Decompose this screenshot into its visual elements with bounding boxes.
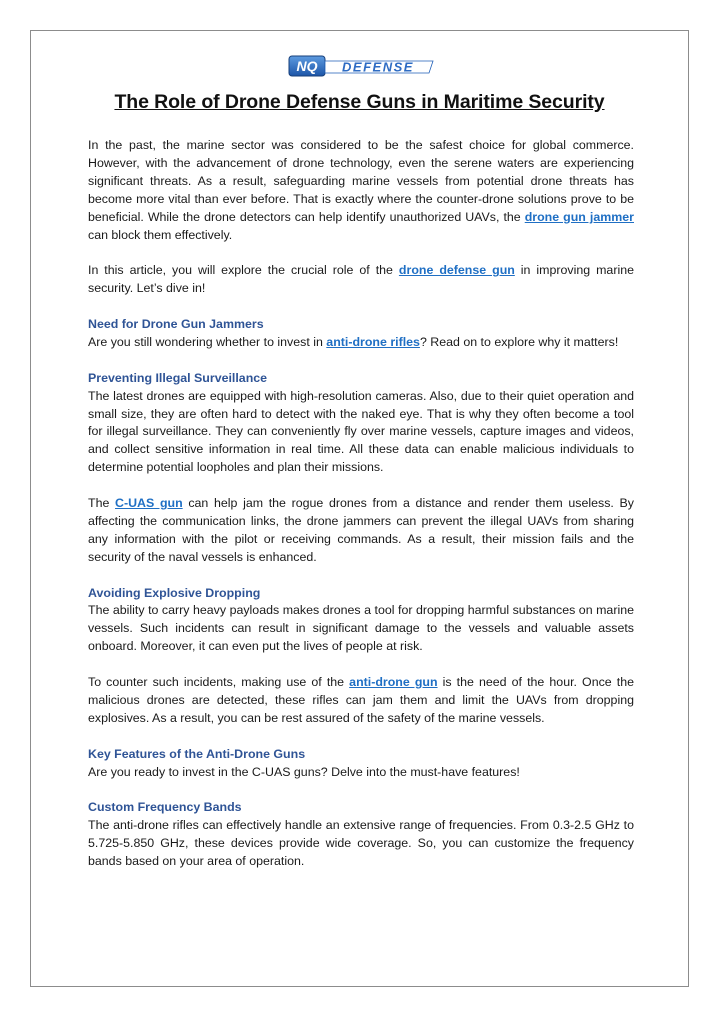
c-uas-gun-link[interactable]: C-UAS gun: [115, 496, 183, 511]
intro-paragraph: In the past, the marine sector was considered to be the safest choice for global commerce. However, with the advancement of drone technology, even the serene waters are experiencing significant threats. As a result, safeguarding marine vessels from potential drone threats has become more vital than ever before. That is exactly where the counter-drone solutions prove to be beneficial. While the drone detectors can help identify unauthorized UAVs, the drone gun jammer can block them effectively.: [88, 138, 634, 242]
section-heading: Avoiding Explosive Dropping: [88, 585, 261, 600]
article-scope-paragraph: In this article, you will explore the crucial role of the drone defense gun in improving marine security. Let’s dive in!: [88, 263, 634, 296]
section-heading: Preventing Illegal Surveillance: [88, 370, 268, 385]
counter-paragraph: To counter such incidents, making use of the anti-drone gun is the need of the hour. Once the malicious drones are detected, these rifles can jam them and limit the UAVs from dropping explosives. As a result, you can be rest assured of the safety of the marine vessels.: [88, 675, 634, 725]
page-title: The Role of Drone Defense Guns in Maritime Security: [114, 91, 605, 113]
nq-defense-logo: [287, 53, 435, 79]
section-body: The ability to carry heavy payloads makes drones a tool for dropping harmful substances on marine vessels. Such incidents can result in significant damage to the vessels and valuable assets onboard. Moreover, it can even put the lives of people at risk.: [88, 603, 634, 654]
section-body: The anti-drone rifles can effectively handle an extensive range of frequencies. From 0.3-2.5 GHz to 5.725-5.850 GHz, these devices provide wide coverage. So, you can customize the frequency bands based on your area of operation.: [88, 818, 634, 869]
section-body: The latest drones are equipped with high-resolution cameras. Also, due to their quiet operation and small size, they are often hard to detect with the naked eye. That is why they often become a tool for illegal surveillance. They can conveniently fly over marine vessels, capture images and videos, and collect sensitive information in real time. All these data can enable malicious individuals to determine potential loopholes and plan their missions.: [88, 388, 634, 475]
logo-word-text: DEFENSE: [342, 59, 414, 75]
explosive-section: [88, 585, 634, 657]
document-page: [30, 30, 689, 987]
key-features-section: [88, 746, 634, 782]
logo-badge-text: NQ: [296, 58, 318, 74]
section-heading: Custom Frequency Bands: [88, 800, 242, 815]
section-body: Are you ready to invest in the C-UAS guns? Delve into the must-have features!: [88, 764, 520, 779]
drone-defense-gun-link[interactable]: drone defense gun: [398, 263, 515, 278]
frequency-section: [88, 799, 634, 871]
need-section: Need for Drone Gun Jammers Are you still wondering whether to invest in anti-drone rifles? Read on to explore why it matters!: [88, 316, 634, 352]
surveillance-section: [88, 370, 634, 477]
cuas-paragraph: The C-UAS gun can help jam the rogue drones from a distance and render them useless. By affecting the communication links, the drone jammers can prevent the illegal UAVs from sharing any information with the pilot or receiving commands. As a result, their mission fails and the security of the naval vessels is enhanced.: [88, 496, 635, 564]
section-heading: Need for Drone Gun Jammers: [88, 317, 264, 332]
anti-drone-gun-link[interactable]: anti-drone gun: [349, 675, 438, 690]
article-body: [88, 137, 634, 871]
anti-drone-rifles-link[interactable]: anti-drone rifles: [326, 334, 420, 349]
section-heading: Key Features of the Anti-Drone Guns: [88, 746, 306, 761]
drone-gun-jammer-link[interactable]: drone gun jammer: [524, 209, 634, 224]
